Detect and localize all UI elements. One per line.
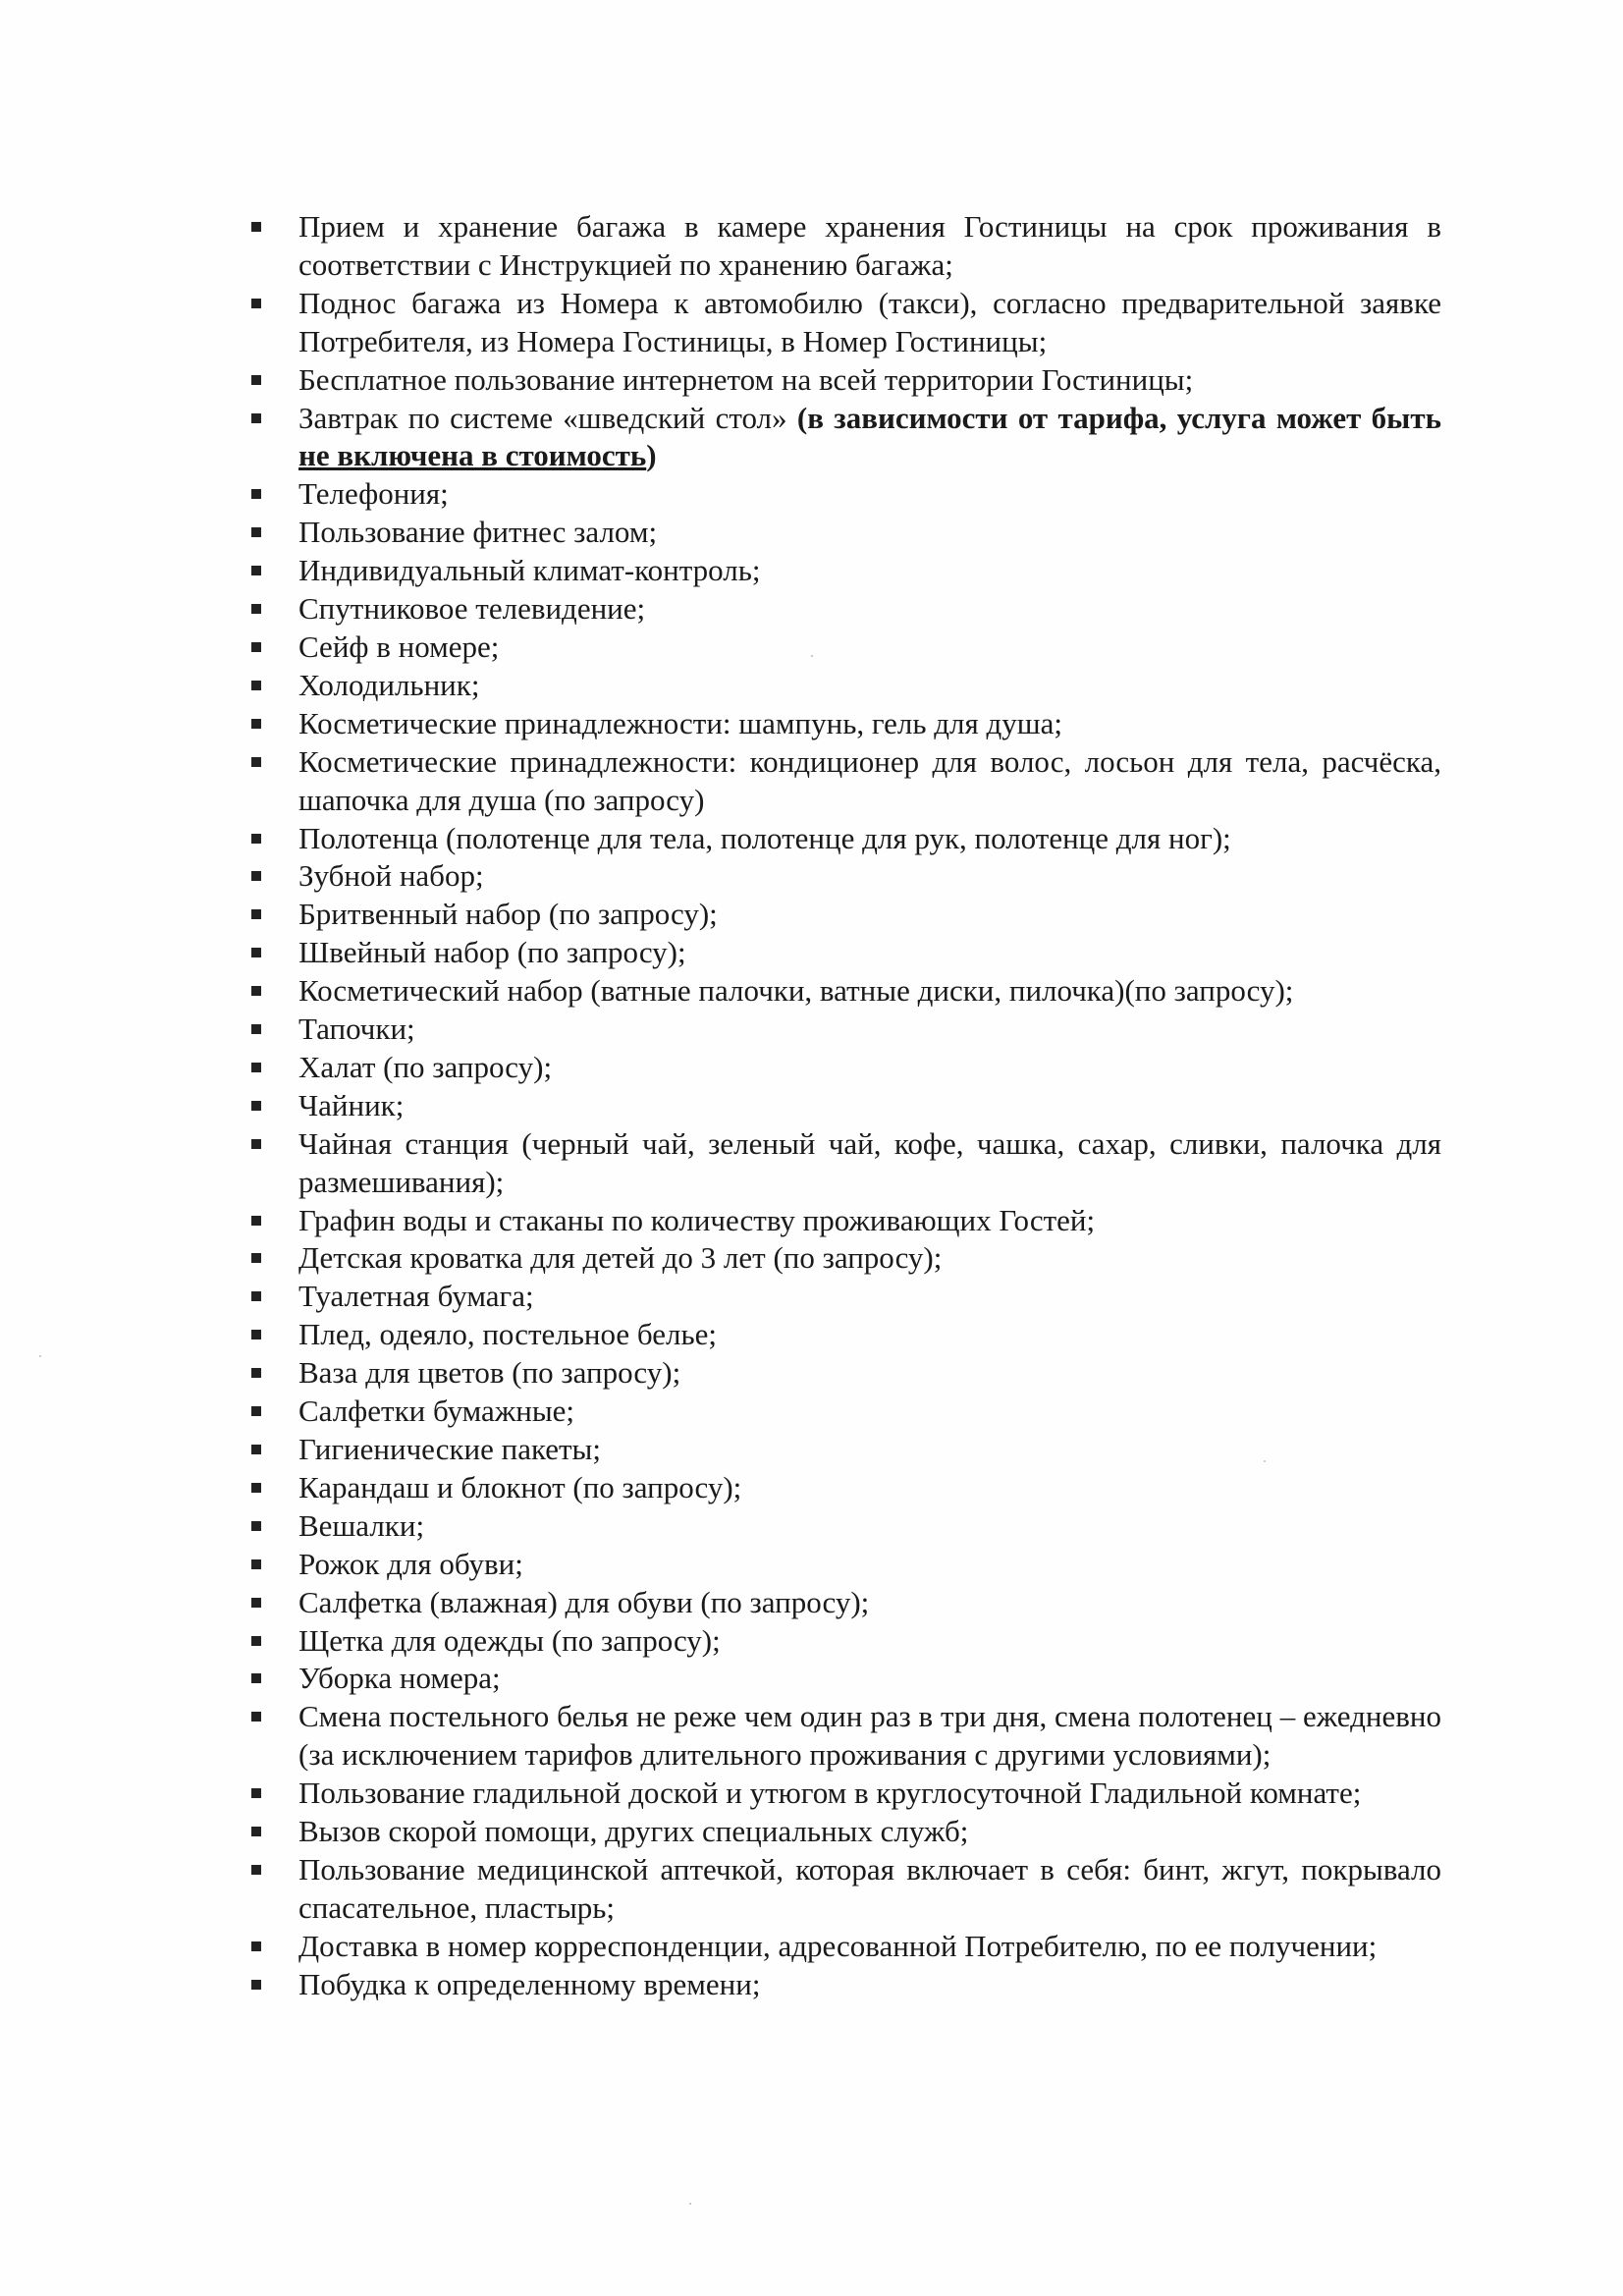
list-item (251, 629, 1441, 667)
list-item (251, 1469, 1441, 1507)
square-bullet-icon (251, 1559, 261, 1569)
square-bullet-icon (251, 299, 261, 308)
list-item-text: Салфетки бумажные; (298, 1394, 575, 1429)
list-item-text: Пользование фитнес залом; (298, 515, 658, 550)
list-item-text: Косметические принадлежности: кондиционер для волос, лосьон для тела, расчёска, шапочка для душа (по запросу) (298, 743, 1441, 817)
list-item-text: Салфетка (влажная) для обуви (по запросу); (298, 1584, 870, 1619)
list-item-underlined-note: не включена в стоимость (298, 438, 647, 473)
square-bullet-icon (251, 1139, 261, 1149)
list-item (251, 1125, 1441, 1202)
list-item (251, 972, 1441, 1011)
list-item-text: Бесплатное пользование интернетом на всей территории Гостиницы; (298, 361, 1194, 397)
square-bullet-icon (251, 1445, 261, 1454)
square-bullet-icon (251, 1216, 261, 1226)
list-item-text: Уборка номера; (298, 1661, 501, 1696)
list-item (251, 1622, 1441, 1661)
scan-speck (811, 655, 813, 657)
list-item (251, 1316, 1441, 1354)
list-item (251, 1966, 1441, 2004)
list-item (251, 208, 1441, 285)
square-bullet-icon (251, 1101, 261, 1111)
list-item-text: Гигиенические пакеты; (298, 1432, 602, 1466)
list-item (251, 820, 1441, 858)
square-bullet-icon (251, 604, 261, 614)
list-item (251, 514, 1441, 552)
list-item (251, 1660, 1441, 1698)
scan-speck (39, 1355, 41, 1357)
list-item (251, 705, 1441, 743)
square-bullet-icon (251, 1291, 261, 1301)
square-bullet-icon (251, 1024, 261, 1034)
square-bullet-icon (251, 1330, 261, 1339)
list-item (251, 857, 1441, 896)
list-item-text: Ваза для цветов (по запросу); (298, 1355, 681, 1391)
square-bullet-icon (251, 527, 261, 537)
list-item-text: Косметический набор (ватные палочки, ватные диски, пилочка)(по запросу); (298, 973, 1294, 1009)
scan-speck (1264, 1460, 1266, 1462)
list-item (251, 1431, 1441, 1469)
square-bullet-icon (251, 1941, 261, 1951)
list-item (251, 1698, 1441, 1775)
list-item-text: Зубной набор; (298, 858, 484, 894)
list-item-text: Детская кроватка для детей до 3 лет (по запросу); (298, 1240, 943, 1276)
list-item-text: Доставка в номер корреспонденции, адресованной Потребителю, по ее получении; (298, 1928, 1378, 1963)
list-item-text: Полотенца (полотенце для тела, полотенце для рук, полотенце для ног); (298, 820, 1231, 855)
list-item-text: Туалетная бумага; (298, 1279, 534, 1314)
list-item (251, 667, 1441, 705)
square-bullet-icon (251, 1483, 261, 1493)
list-item-text: Завтрак по системе «шведский стол» (298, 400, 797, 435)
list-item (251, 400, 1441, 476)
list-item-text: Пользование медицинской аптечкой, которая включает в себя: бинт, жгут, покрывало спасательное, пластырь; (298, 1851, 1441, 1925)
list-item-text: Чайная станция (черный чай, зеленый чай, кофе, чашка, сахар, сливки, палочка для размешивания); (298, 1125, 1441, 1199)
list-item (251, 475, 1441, 514)
list-item-text: Тапочки; (298, 1011, 415, 1047)
square-bullet-icon (251, 1406, 261, 1416)
list-item (251, 1775, 1441, 1813)
list-item-text: Индивидуальный климат-контроль; (298, 553, 761, 588)
list-item (251, 1584, 1441, 1622)
list-item-text: Чайник; (298, 1087, 405, 1122)
list-item-text: Побудка к определенному времени; (298, 1966, 761, 2001)
square-bullet-icon (251, 719, 261, 729)
list-item (251, 1851, 1441, 1928)
square-bullet-icon (251, 1063, 261, 1072)
list-item (251, 1354, 1441, 1393)
list-item (251, 1202, 1441, 1240)
square-bullet-icon (251, 757, 261, 767)
square-bullet-icon (251, 1827, 261, 1836)
square-bullet-icon (251, 1598, 261, 1608)
list-item (251, 285, 1441, 361)
list-item-text: Вешалки; (298, 1507, 425, 1543)
list-item-text: Прием и хранение багажа в камере хранения Гостиницы на срок проживания в соответствии с Инструкцией по хранению багажа; (298, 209, 1441, 282)
list-item (251, 1393, 1441, 1431)
square-bullet-icon (251, 222, 261, 232)
square-bullet-icon (251, 642, 261, 652)
list-item-bold-note: (в зависимости от тарифа, услуга может быть (796, 400, 1441, 435)
square-bullet-icon (251, 871, 261, 881)
list-item (251, 743, 1441, 820)
square-bullet-icon (251, 1253, 261, 1263)
list-item-text: Рожок для обуви; (298, 1546, 523, 1581)
square-bullet-icon (251, 1788, 261, 1798)
square-bullet-icon (251, 1368, 261, 1378)
square-bullet-icon (251, 1673, 261, 1683)
list-item-text: Бритвенный набор (по запросу); (298, 897, 718, 932)
list-item (251, 590, 1441, 629)
list-item (251, 1928, 1441, 1966)
square-bullet-icon (251, 1521, 261, 1531)
scan-speck (689, 2203, 691, 2205)
list-item (251, 1087, 1441, 1125)
list-item (251, 896, 1441, 934)
list-item (251, 1239, 1441, 1278)
list-item-text: Плед, одеяло, постельное белье; (298, 1317, 717, 1352)
square-bullet-icon (251, 413, 261, 423)
list-item-text: Графин воды и стаканы по количеству проживающих Гостей; (298, 1202, 1096, 1237)
list-item-text: Пользование гладильной доской и утюгом в круглосуточной Гладильной комнате; (298, 1776, 1362, 1811)
list-item (251, 552, 1441, 590)
list-item-text: Щетка для одежды (по запросу); (298, 1622, 721, 1658)
list-item-text: Смена постельного белья не реже чем один раз в три дня, смена полотенец – ежедневно (за исключением тарифов длительного проживания с другими условиями); (298, 1699, 1441, 1773)
square-bullet-icon (251, 1865, 261, 1875)
square-bullet-icon (251, 566, 261, 575)
square-bullet-icon (251, 948, 261, 957)
square-bullet-icon (251, 986, 261, 996)
square-bullet-icon (251, 681, 261, 690)
list-item (251, 1507, 1441, 1546)
square-bullet-icon (251, 489, 261, 499)
list-item (251, 1813, 1441, 1851)
list-item (251, 1011, 1441, 1049)
list-item-text: Спутниковое телевидение; (298, 591, 646, 627)
list-item (251, 1278, 1441, 1316)
square-bullet-icon (251, 1980, 261, 1990)
list-item-text: Халат (по запросу); (298, 1049, 553, 1084)
list-item-text: Вызов скорой помощи, других специальных служб; (298, 1814, 969, 1849)
square-bullet-icon (251, 834, 261, 844)
list-item (251, 1546, 1441, 1584)
list-item-text: Поднос багажа из Номера к автомобилю (такси), согласно предварительной заявке Потребителя, из Номера Гостиницы, в Номер Гостиницы; (298, 285, 1441, 358)
list-item-text: Швейный набор (по запросу); (298, 935, 686, 970)
services-list (251, 208, 1441, 2004)
square-bullet-icon (251, 909, 261, 919)
list-item-text: Косметические принадлежности: шампунь, гель для душа; (298, 705, 1063, 740)
list-item (251, 1049, 1441, 1087)
list-item-text: Карандаш и блокнот (по запросу); (298, 1469, 742, 1504)
square-bullet-icon (251, 1636, 261, 1646)
square-bullet-icon (251, 1712, 261, 1722)
list-item-text: Телефония; (298, 476, 449, 512)
list-item-text: Холодильник; (298, 667, 480, 702)
list-item-text: Сейф в номере; (298, 629, 500, 664)
list-item (251, 361, 1441, 400)
square-bullet-icon (251, 375, 261, 385)
list-item-bold-end: ) (646, 438, 657, 473)
list-item (251, 934, 1441, 972)
